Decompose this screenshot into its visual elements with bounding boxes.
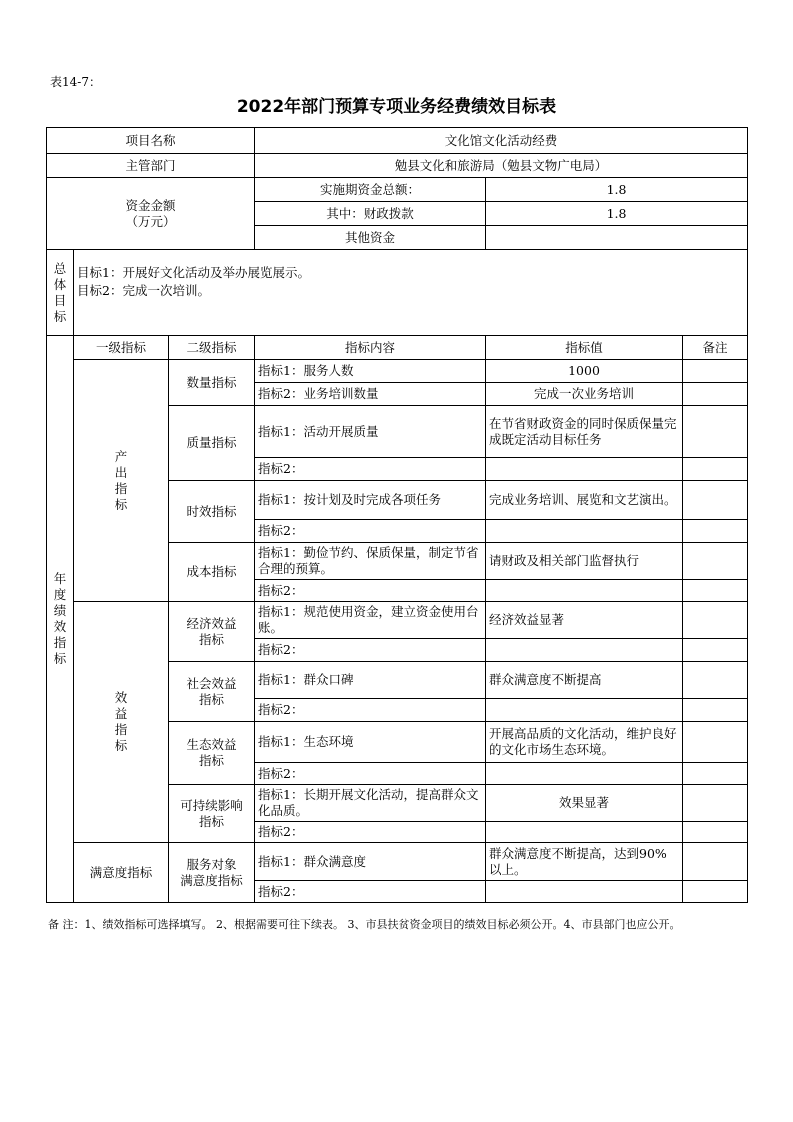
indicator-value	[486, 763, 683, 785]
funds-label	[47, 178, 255, 250]
remark-cell	[683, 360, 748, 383]
indicator-content: 指标1：群众满意度	[255, 843, 486, 881]
goal-2: 目标2：完成一次培训。	[77, 283, 210, 298]
funds-total-label: 实施期资金总额：	[255, 178, 486, 202]
funds-fiscal-label: 其中：财政拨款	[255, 202, 486, 226]
indicator-content: 指标1：服务人数	[255, 360, 486, 383]
quantity-indicator-label: 数量指标	[169, 360, 255, 406]
project-name-value: 文化馆文化活动经费	[255, 128, 748, 154]
remark-cell	[683, 406, 748, 458]
indicator-content: 指标2：	[255, 822, 486, 843]
indicator-content: 指标2：	[255, 881, 486, 903]
department-label: 主管部门	[47, 154, 255, 178]
funds-other-value	[486, 226, 748, 250]
indicator-content: 指标2：	[255, 763, 486, 785]
remark-cell	[683, 763, 748, 785]
indicator-value	[486, 458, 683, 481]
footnote: 备 注：1、绩效指标可选择填写。 2、根据需要可往下续表。 3、市县扶贫资金项目的绩效目标必须公开。4、市县部门也应公开。	[48, 918, 681, 931]
remark-cell	[683, 383, 748, 406]
indicator-content: 指标2：	[255, 699, 486, 722]
indicator-content: 指标2：	[255, 458, 486, 481]
ecological-indicator-label: 生态效益 指标	[169, 722, 255, 785]
indicator-value: 在节省财政资金的同时保质保量完成既定活动目标任务	[486, 406, 683, 458]
indicator-content: 指标1：长期开展文化活动，提高群众文化品质。	[255, 785, 486, 822]
sustainable-indicator-label: 可持续影响 指标	[169, 785, 255, 843]
funds-fiscal-value: 1.8	[486, 202, 748, 226]
remark-cell	[683, 662, 748, 699]
indicator-value: 完成业务培训、展览和文艺演出。	[486, 481, 683, 520]
department-value: 勉县文化和旅游局（勉县文物广电局）	[255, 154, 748, 178]
overall-goal-content	[74, 250, 748, 336]
table-row	[47, 250, 748, 336]
remark-cell	[683, 881, 748, 903]
funds-label-line1: 资金金额	[125, 197, 176, 213]
table-row	[47, 154, 748, 178]
indicator-value	[486, 822, 683, 843]
remark-cell	[683, 458, 748, 481]
indicator-value: 经济效益显著	[486, 602, 683, 639]
indicator-content: 指标2：	[255, 639, 486, 662]
remark-cell	[683, 639, 748, 662]
social-indicator-label: 社会效益 指标	[169, 662, 255, 722]
remark-cell	[683, 580, 748, 602]
remark-cell	[683, 843, 748, 881]
table-row	[47, 602, 748, 639]
indicator-content: 指标2：业务培训数量	[255, 383, 486, 406]
indicator-value	[486, 580, 683, 602]
satisfaction-indicator-label: 满意度指标	[74, 843, 169, 903]
indicator-value: 群众满意度不断提高	[486, 662, 683, 699]
table-number: 表14-7：	[50, 75, 101, 89]
timeliness-indicator-label: 时效指标	[169, 481, 255, 543]
table-row	[47, 336, 748, 360]
indicator-content: 指标1：群众口碑	[255, 662, 486, 699]
table-row	[47, 128, 748, 154]
funds-total-value: 1.8	[486, 178, 748, 202]
header-level2: 二级指标	[169, 336, 255, 360]
indicator-content: 指标1：按计划及时完成各项任务	[255, 481, 486, 520]
page-title: 2022年部门预算专项业务经费绩效目标表	[236, 97, 557, 117]
indicator-value: 请财政及相关部门监督执行	[486, 543, 683, 580]
indicator-content: 指标1：规范使用资金，建立资金使用台账。	[255, 602, 486, 639]
indicator-content: 指标1：勤俭节约、保质保量，制定节省合理的预算。	[255, 543, 486, 580]
table-row	[47, 843, 748, 881]
indicator-value: 开展高品质的文化活动，维护良好的文化市场生态环境。	[486, 722, 683, 763]
remark-cell	[683, 699, 748, 722]
indicator-value: 完成一次业务培训	[486, 383, 683, 406]
header-level1: 一级指标	[74, 336, 169, 360]
indicator-value	[486, 881, 683, 903]
economic-indicator-label: 经济效益 指标	[169, 602, 255, 662]
overall-goal-label: 总 体 目 标	[47, 250, 74, 336]
indicator-value: 群众满意度不断提高，达到90%以上。	[486, 843, 683, 881]
header-remark: 备注	[683, 336, 748, 360]
header-value: 指标值	[486, 336, 683, 360]
goal-1: 目标1：开展好文化活动及举办展览展示。	[77, 265, 310, 280]
remark-cell	[683, 602, 748, 639]
table-row	[47, 178, 748, 202]
remark-cell	[683, 520, 748, 543]
indicator-value: 1000	[486, 360, 683, 383]
header-content: 指标内容	[255, 336, 486, 360]
remark-cell	[683, 822, 748, 843]
indicator-value: 效果显著	[486, 785, 683, 822]
remark-cell	[683, 722, 748, 763]
indicator-content: 指标1：生态环境	[255, 722, 486, 763]
funds-label-line2: （万元）	[125, 213, 176, 229]
indicator-value	[486, 520, 683, 543]
quality-indicator-label: 质量指标	[169, 406, 255, 481]
indicator-value	[486, 699, 683, 722]
annual-indicator-label: 年 度 绩 效 指 标	[47, 336, 74, 903]
indicator-content: 指标2：	[255, 580, 486, 602]
cost-indicator-label: 成本指标	[169, 543, 255, 602]
indicator-content: 指标2：	[255, 520, 486, 543]
service-satisfaction-label: 服务对象 满意度指标	[169, 843, 255, 903]
funds-other-label: 其他资金	[255, 226, 486, 250]
indicator-content: 指标1：活动开展质量	[255, 406, 486, 458]
remark-cell	[683, 543, 748, 580]
indicator-value	[486, 639, 683, 662]
output-indicator-label: 产 出 指 标	[74, 360, 169, 602]
benefit-indicator-label: 效 益 指 标	[74, 602, 169, 843]
project-name-label: 项目名称	[47, 128, 255, 154]
remark-cell	[683, 481, 748, 520]
table-row	[47, 360, 748, 383]
performance-target-table	[46, 127, 748, 903]
remark-cell	[683, 785, 748, 822]
